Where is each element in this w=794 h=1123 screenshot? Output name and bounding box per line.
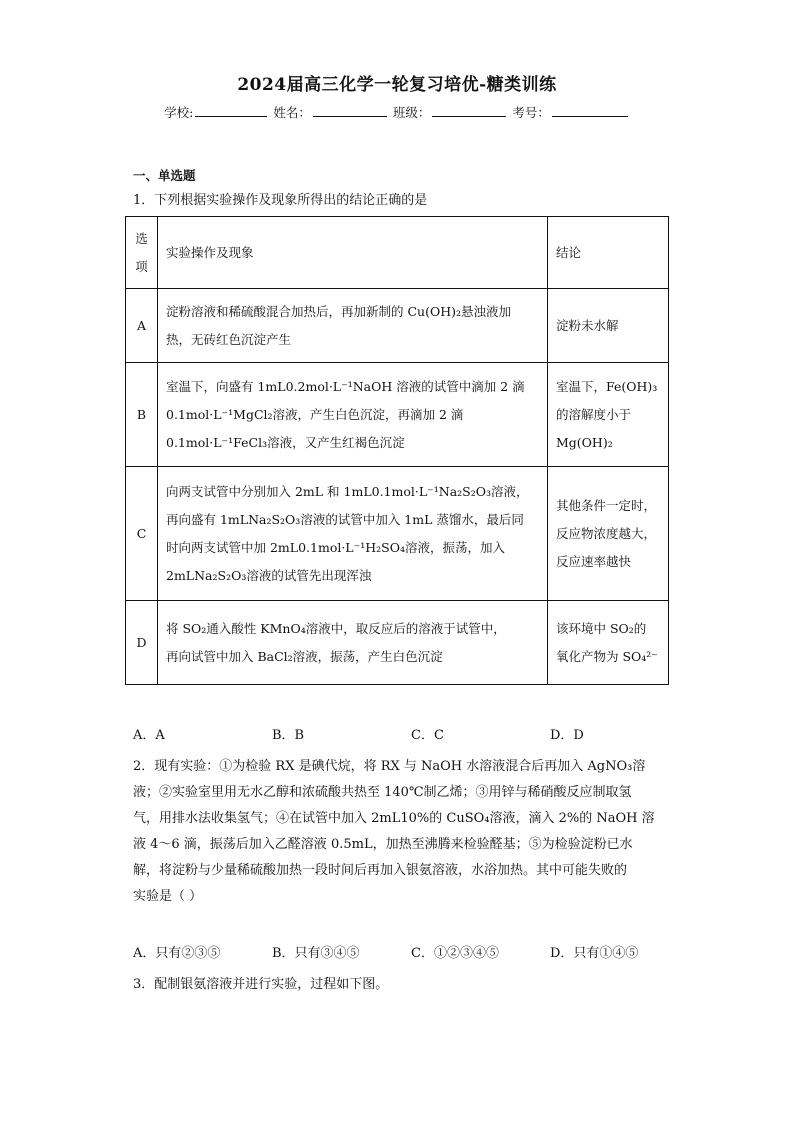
class-label: 班级： [392,105,431,120]
header-operation: 实验操作及现象 [158,217,548,289]
row-option: A [126,289,158,363]
choice-d[interactable]: D．D [550,728,584,743]
header-option: 选 项 [126,217,158,289]
row-option: B [126,363,158,467]
table-row [126,363,669,467]
choice-c[interactable]: C．①②③④⑤ [411,946,499,961]
table-header-row [126,217,669,289]
question-1-choices [133,724,584,743]
choice-b[interactable]: B．只有③④⑤ [272,946,360,961]
row-conclusion: 该环境中 SO₂的 氧化产物为 SO₄²⁻ [548,601,669,685]
class-blank[interactable] [432,104,506,117]
choice-b[interactable]: B．B [272,728,305,743]
table-row [126,467,669,601]
school-blank[interactable] [195,104,267,117]
page-title: 2024届高三化学一轮复习培优-糖类训练 [237,75,557,95]
header-conclusion: 结论 [548,217,669,289]
exam-number-label: 考号： [512,105,550,120]
choice-d[interactable]: D．只有①④⑤ [550,946,639,961]
question-2-choices [133,942,638,961]
section-heading: 一、单选题 [133,168,196,183]
school-label: 学校: [164,105,194,120]
row-operation: 将 SO₂通入酸性 KMnO₄溶液中，取反应后的溶液于试管中， 再向试管中加入 BaCl₂溶液，振荡，产生白色沉淀 [158,601,548,685]
table-row [126,601,669,685]
row-operation: 向两支试管中分别加入 2mL 和 1mL0.1mol·L⁻¹Na₂S₂O₃溶液， 再向盛有 1mLNa₂S₂O₃溶液的试管中加入 1mL 蒸馏水，最后同 时向两支试管中加 2mL0.1mol·L⁻¹H₂SO₄溶液，振荡，加入 2mLNa₂S₂O₃溶液的试管先出现浑浊 [158,467,548,601]
name-blank[interactable] [313,104,387,117]
row-operation: 室温下，向盛有 1mL0.2mol·L⁻¹NaOH 溶液的试管中滴加 2 滴 0.1mol·L⁻¹MgCl₂溶液，产生白色沉淀，再滴加 2 滴 0.1mol·L⁻¹FeCl₃溶液，又产生红褐色沉淀 [158,363,548,467]
table-row [126,289,669,363]
question-2-text: 2．现有实验：①为检验 RX 是碘代烷，将 RX 与 NaOH 水溶液混合后再加入 AgNO₃溶 液；②实验室里用无水乙醇和浓硫酸共热至 140℃制乙烯；③用锌与稀硝酸反应制取氢 气，用排水法收集氢气；④在试管中加入 2mL10%的 CuSO₄溶液，滴入 2%的 NaOH 溶 液 4～6 滴，振荡后加入乙醛溶液 0.5mL，加热至沸腾来检验醛基；⑤为检验淀粉已水 解，将淀粉与少量稀硫酸加热一段时间后再加入银氨溶液，水浴加热。其中可能失败的 实验是（ ） [133,759,655,904]
row-conclusion: 其他条件一定时， 反应物浓度越大， 反应速率越快 [548,467,669,601]
question-3-stem: 3．配制银氨溶液并进行实验，过程如下图。 [133,977,389,992]
choice-c[interactable]: C．C [411,728,444,743]
row-operation: 淀粉溶液和稀硫酸混合加热后，再加新制的 Cu(OH)₂悬浊液加 热，无砖红色沉淀产生 [158,289,548,363]
row-option: C [126,467,158,601]
row-option: D [126,601,158,685]
name-label: 姓名： [273,105,311,120]
question-1-table [125,216,669,685]
question-1-stem: 1．下列根据实验操作及现象所得出的结论正确的是 [133,193,428,208]
choice-a[interactable]: A．只有②③⑤ [133,946,221,961]
row-conclusion: 室温下，Fe(OH)₃ 的溶解度小于 Mg(OH)₂ [548,363,669,467]
exam-number-blank[interactable] [552,104,628,117]
student-info-line [0,103,794,121]
choice-a[interactable]: A．A [133,728,165,743]
row-conclusion: 淀粉未水解 [548,289,669,363]
